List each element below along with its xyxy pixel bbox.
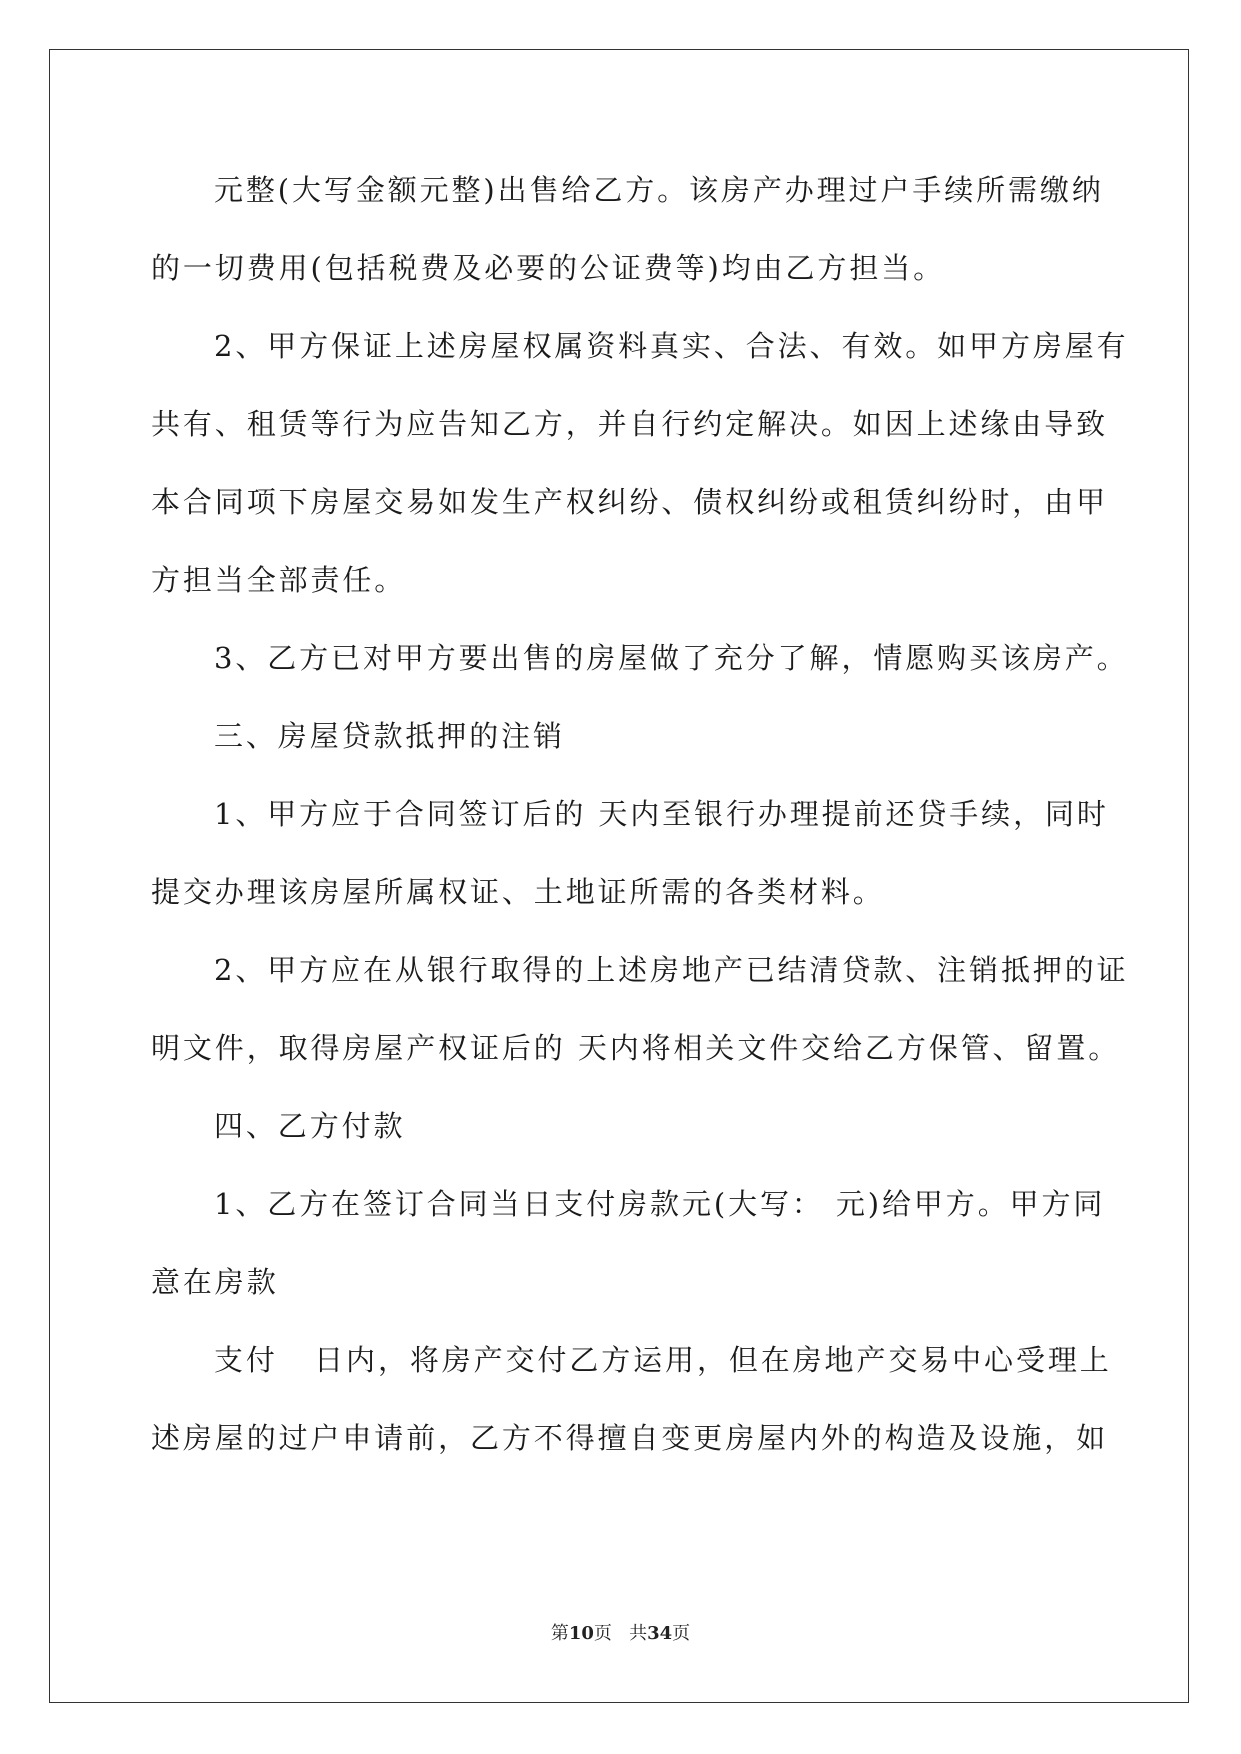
text-line: 提交办理该房屋所属权证、土地证所需的各类材料。 (151, 875, 885, 909)
text-line: 述房屋的过户申请前，乙方不得擅自变更房屋内外的构造及设施，如 (151, 1421, 1109, 1455)
page-footer (0, 1622, 1241, 1646)
text-line: 方担当全部责任。 (151, 563, 407, 597)
text-line: 支付 日内，将房产交付乙方运用，但在房地产交易中心受理上 (214, 1343, 1112, 1377)
text-line: 3、乙方已对甲方要出售的房屋做了充分了解，情愿购买该房产。 (214, 641, 1129, 675)
text-line: 1、乙方在签订合同当日支付房款元(大写： 元)给甲方。甲方同 (214, 1187, 1106, 1221)
text-line: 元整(大写金额元整)出售给乙方。该房产办理过户手续所需缴纳 (214, 173, 1104, 207)
text-line: 1、甲方应于合同签订后的 天内至银行办理提前还贷手续，同时 (214, 797, 1109, 831)
current-page-number: 10 (568, 1623, 594, 1644)
text-line: 的一切费用(包括税费及必要的公证费等)均由乙方担当。 (151, 251, 946, 285)
text-line: 2、甲方应在从银行取得的上述房地产已结清贷款、注销抵押的证 (214, 953, 1129, 987)
footer-prefix: 第 (550, 1623, 569, 1644)
footer-suffix: 页 (672, 1623, 691, 1644)
text-line: 意在房款 (151, 1265, 279, 1299)
text-line: 2、甲方保证上述房屋权属资料真实、合法、有效。如甲方房屋有 (214, 329, 1129, 363)
text-line: 本合同项下房屋交易如发生产权纠纷、债权纠纷或租赁纠纷时，由甲 (151, 485, 1109, 519)
section-heading: 三、房屋贷款抵押的注销 (214, 719, 565, 753)
total-page-count: 34 (647, 1623, 673, 1644)
text-line: 明文件，取得房屋产权证后的 天内将相关文件交给乙方保管、留置。 (151, 1031, 1121, 1065)
text-line: 共有、租赁等行为应告知乙方，并自行约定解决。如因上述缘由导致 (151, 407, 1109, 441)
footer-mid: 页 共 (593, 1623, 648, 1644)
section-heading: 四、乙方付款 (214, 1109, 406, 1143)
